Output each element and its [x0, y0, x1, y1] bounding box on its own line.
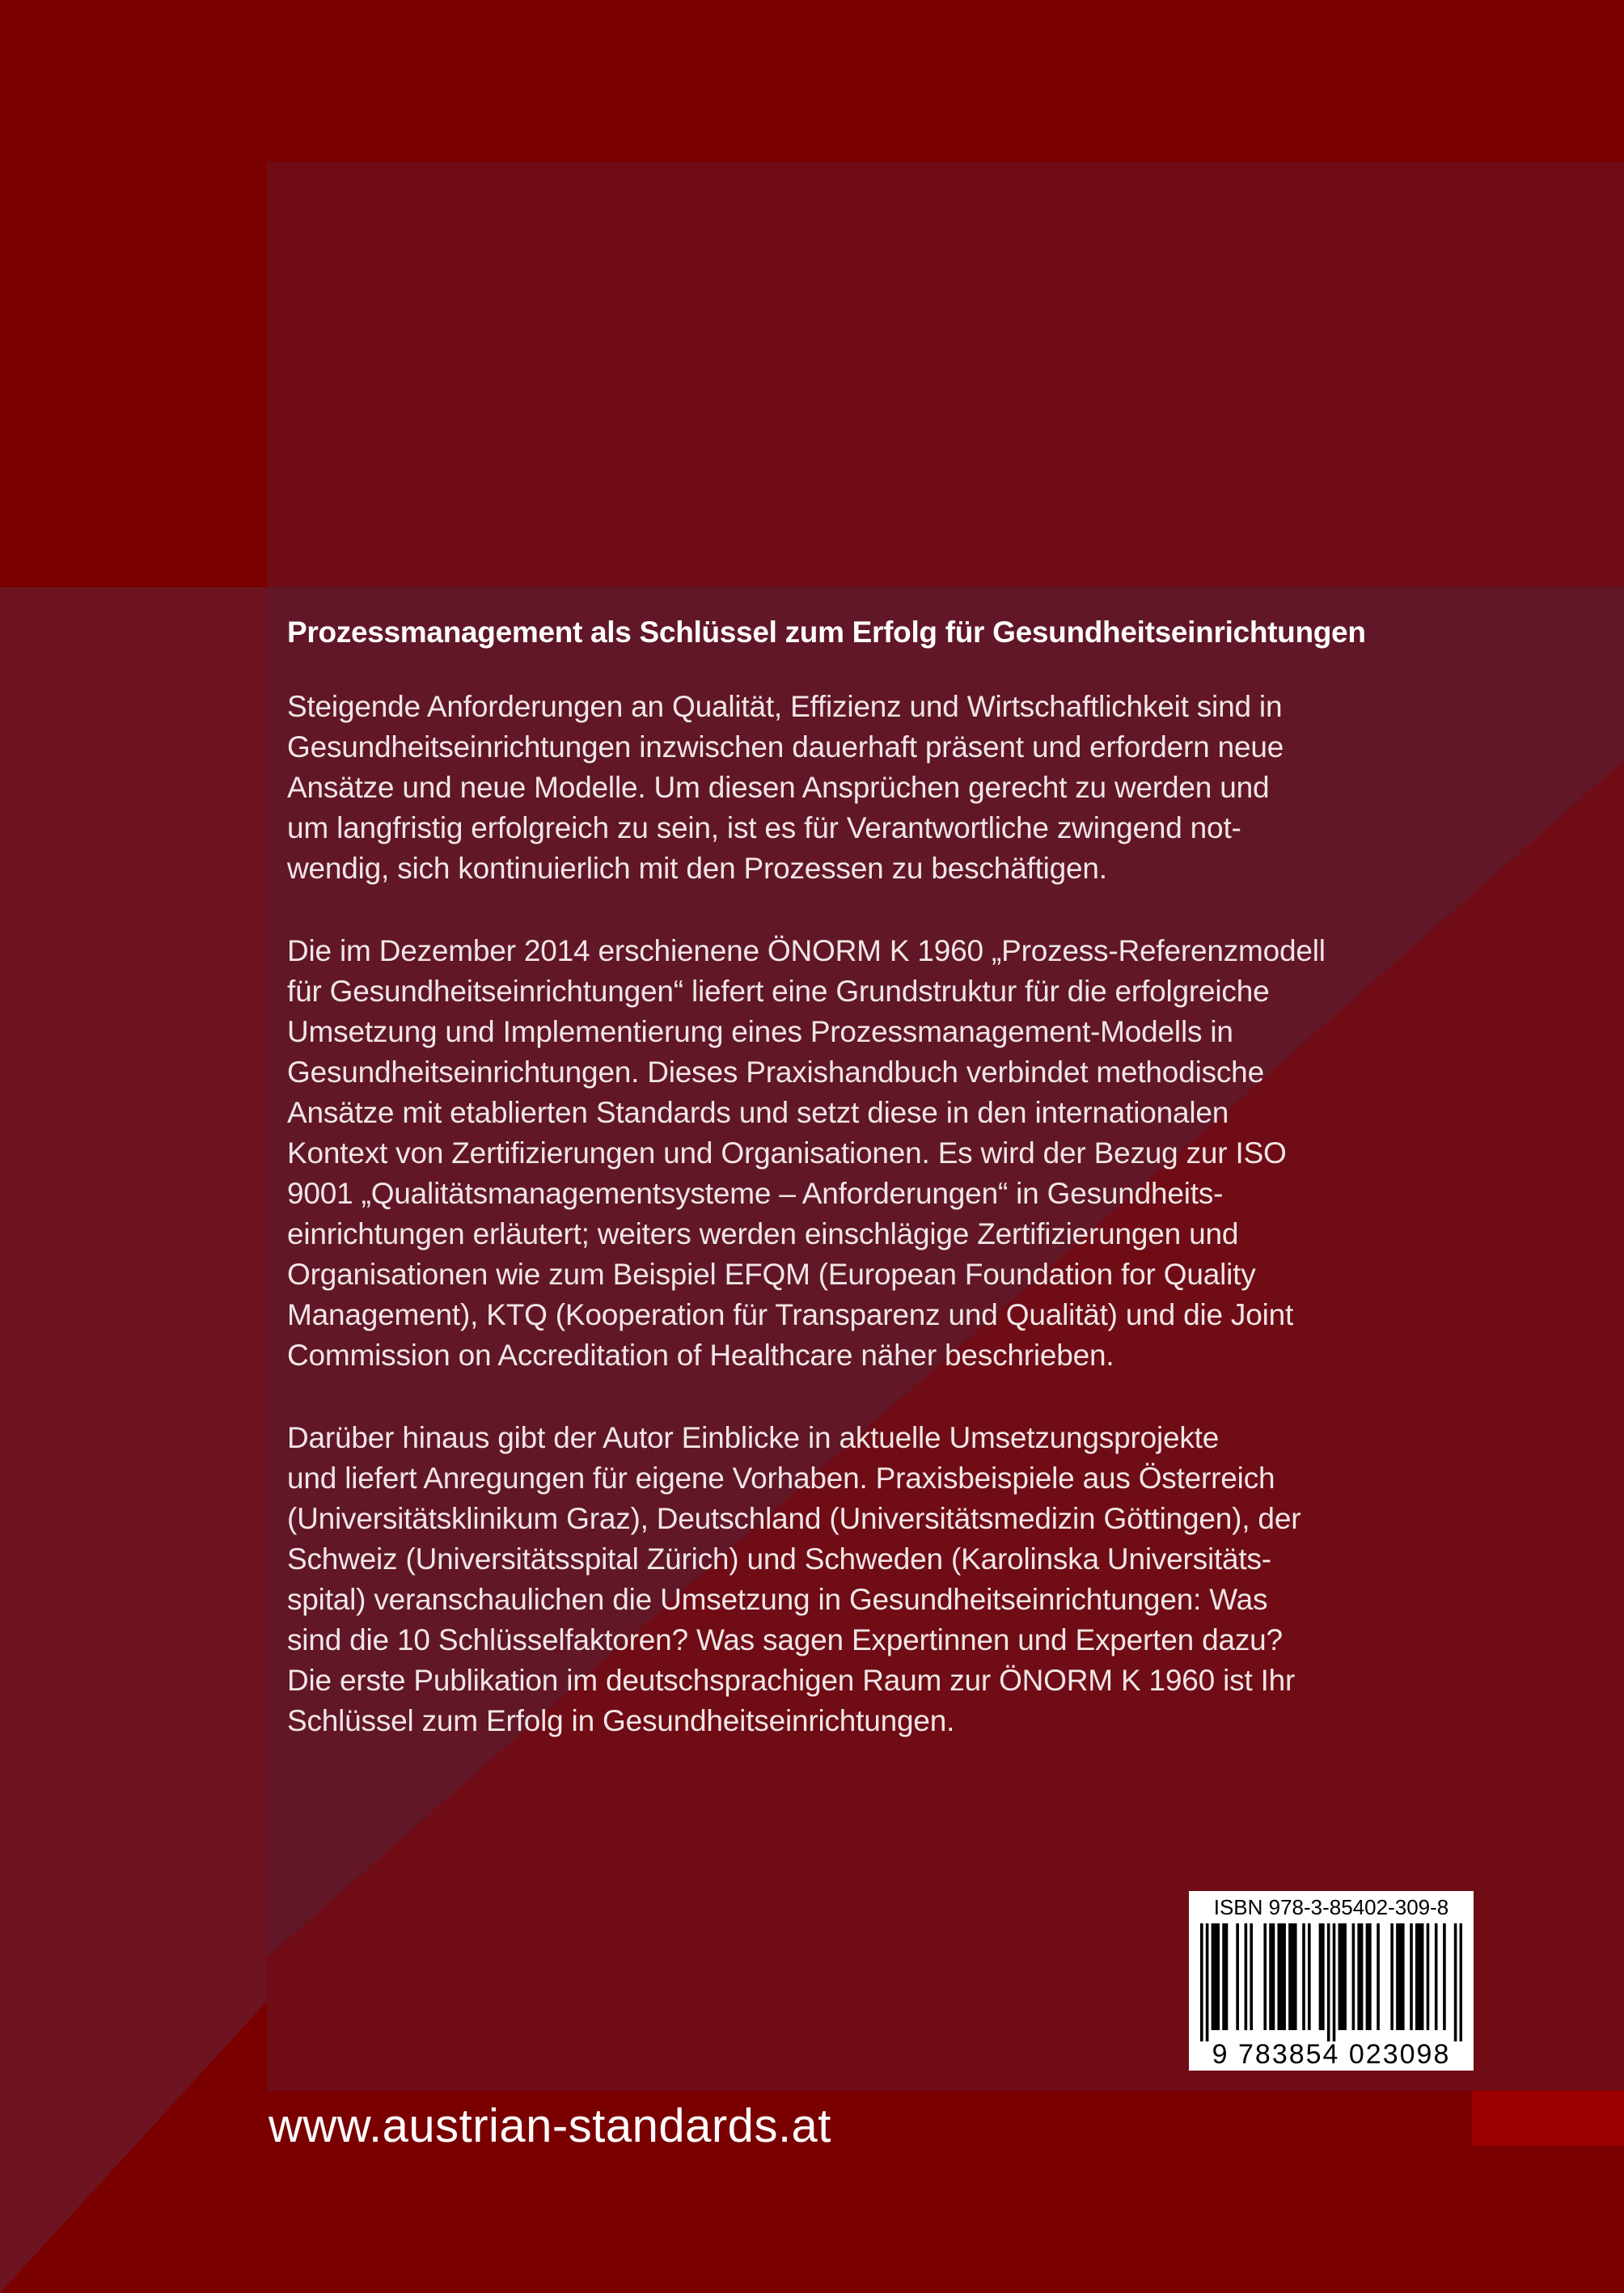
- text-line: einrichtungen erläutert; weiters werden einschlägige Zertifizierungen und: [287, 1217, 1239, 1250]
- text-line: Die im Dezember 2014 erschienene ÖNORM K 1960 „Prozess-Referenzmodell: [287, 934, 1326, 967]
- accent-block: [1472, 2091, 1624, 2146]
- barcode-bar: [1277, 1923, 1280, 2030]
- text-line: Kontext von Zertifizierungen und Organisationen. Es wird der Bezug zur ISO: [287, 1136, 1287, 1170]
- isbn-barcode: [1189, 1891, 1474, 2071]
- barcode-bar: [1343, 1923, 1347, 2030]
- barcode-bar: [1236, 1923, 1239, 2030]
- isbn-label: ISBN 978-3-85402-309-8: [1213, 1895, 1449, 1919]
- barcode-bar: [1319, 1923, 1322, 2030]
- barcode-bar: [1214, 1923, 1217, 2030]
- barcode-bar: [1360, 1923, 1364, 2030]
- text-line: (Universitätsklinikum Graz), Deutschland (Universitätsmedizin Göttingen), der: [287, 1502, 1301, 1535]
- barcode-bar: [1396, 1923, 1399, 2030]
- barcode-bar: [1368, 1923, 1372, 2030]
- barcode-bar: [1302, 1923, 1305, 2030]
- barcode-bar: [1272, 1923, 1275, 2030]
- barcode-bar: [1322, 1923, 1325, 2030]
- text-line: für Gesundheitseinrichtungen“ liefert eine Grundstruktur für die erfolgreiche: [287, 975, 1270, 1008]
- barcode-bar: [1225, 1923, 1229, 2030]
- barcode-bar: [1443, 1923, 1446, 2030]
- text-line: Gesundheitseinrichtungen. Dieses Praxishandbuch verbindet methodische: [287, 1056, 1264, 1089]
- text-line: und liefert Anregungen für eigene Vorhaben. Praxisbeispiele aus Österreich: [287, 1462, 1275, 1495]
- barcode-bar: [1250, 1923, 1253, 2030]
- barcode-bar: [1357, 1923, 1360, 2030]
- barcode-bar: [1454, 1923, 1457, 2041]
- barcode-bars: [1200, 1923, 1462, 2041]
- text-line: Steigende Anforderungen an Qualität, Effizienz und Wirtschaftlichkeit sind in: [287, 690, 1283, 723]
- text-line: Organisationen wie zum Beispiel EFQM (European Foundation for Quality: [287, 1258, 1256, 1291]
- barcode-bar: [1212, 1923, 1215, 2030]
- text-line: spital) veranschaulichen die Umsetzung in Gesundheitseinrichtungen: Was: [287, 1583, 1268, 1616]
- barcode-bar: [1427, 1923, 1430, 2030]
- text-line: Gesundheitseinrichtungen inzwischen dauerhaft präsent und erfordern neue: [287, 730, 1284, 764]
- text-line: 9001 „Qualitätsmanagementsysteme – Anforderungen“ in Gesundheits-: [287, 1177, 1224, 1210]
- text-line: Schweiz (Universitätsspital Zürich) und Schweden (Karolinska Universitäts-: [287, 1542, 1271, 1576]
- paragraph-2: [287, 931, 1492, 1376]
- text-line: Die erste Publikation im deutschsprachigen Raum zur ÖNORM K 1960 ist Ihr: [287, 1664, 1296, 1697]
- text-line: um langfristig erfolgreich zu sein, ist es für Verantwortliche zwingend not-: [287, 811, 1241, 844]
- barcode-bar: [1421, 1923, 1424, 2030]
- barcode-bar: [1333, 1923, 1336, 2041]
- text-line: Ansätze und neue Modelle. Um diesen Ansprüchen gerecht zu werden und: [287, 771, 1270, 804]
- barcode-bar: [1327, 1923, 1330, 2041]
- barcode-bar: [1402, 1923, 1405, 2030]
- text-line: Schlüssel zum Erfolg in Gesundheitseinrichtungen.: [287, 1704, 955, 1737]
- text-line: sind die 10 Schlüsselfaktoren? Was sagen Expertinnen und Experten dazu?: [287, 1623, 1283, 1656]
- barcode-bar: [1283, 1923, 1286, 2030]
- barcode-bar: [1399, 1923, 1402, 2030]
- barcode-bar: [1216, 1923, 1220, 2030]
- text-line: Management), KTQ (Kooperation für Transparenz und Qualität) und die Joint: [287, 1298, 1294, 1331]
- text-line: Umsetzung und Implementierung eines Prozessmanagement-Modells in: [287, 1015, 1233, 1048]
- barcode-bar: [1269, 1923, 1272, 2030]
- barcode-bar: [1390, 1923, 1394, 2030]
- barcode-digits: 9 783854 023098: [1212, 2039, 1451, 2070]
- barcode-bar: [1292, 1923, 1295, 2030]
- text-line: Darüber hinaus gibt der Autor Einblicke in aktuelle Umsetzungsprojekte: [287, 1421, 1220, 1454]
- paragraph-3: [287, 1418, 1492, 1741]
- blurb-text: [287, 611, 1492, 1783]
- barcode-bar: [1263, 1923, 1267, 2030]
- barcode-bar: [1377, 1923, 1380, 2030]
- barcode-bar: [1294, 1923, 1297, 2030]
- barcode-bar: [1435, 1923, 1438, 2030]
- barcode-bar: [1222, 1923, 1225, 2030]
- publisher-website: www.austrian-standards.at: [269, 2100, 831, 2152]
- barcode-bar: [1339, 1923, 1342, 2030]
- barcode-bar: [1460, 1923, 1462, 2041]
- paragraph-1: [287, 687, 1492, 889]
- barcode-bar: [1200, 1923, 1203, 2041]
- barcode-bar: [1418, 1923, 1421, 2030]
- barcode-bar: [1341, 1923, 1344, 2030]
- text-line: Commission on Accreditation of Healthcare näher beschrieben.: [287, 1339, 1114, 1372]
- barcode-bar: [1308, 1923, 1311, 2030]
- barcode-bar: [1206, 1923, 1209, 2041]
- barcode-bar: [1352, 1923, 1355, 2030]
- barcode-bar: [1288, 1923, 1292, 2030]
- barcode-bar: [1366, 1923, 1369, 2030]
- text-line: wendig, sich kontinuierlich mit den Prozessen zu beschäftigen.: [287, 852, 1107, 885]
- barcode-bar: [1410, 1923, 1413, 2030]
- barcode-bar: [1245, 1923, 1248, 2030]
- barcode-bar: [1415, 1923, 1419, 2030]
- headline: Prozessmanagement als Schlüssel zum Erfolg für Gesundheitseinrichtungen: [287, 616, 1366, 649]
- barcode-bar: [1280, 1923, 1284, 2030]
- text-line: Ansätze mit etablierten Standards und setzt diese in den internationalen: [287, 1096, 1229, 1129]
